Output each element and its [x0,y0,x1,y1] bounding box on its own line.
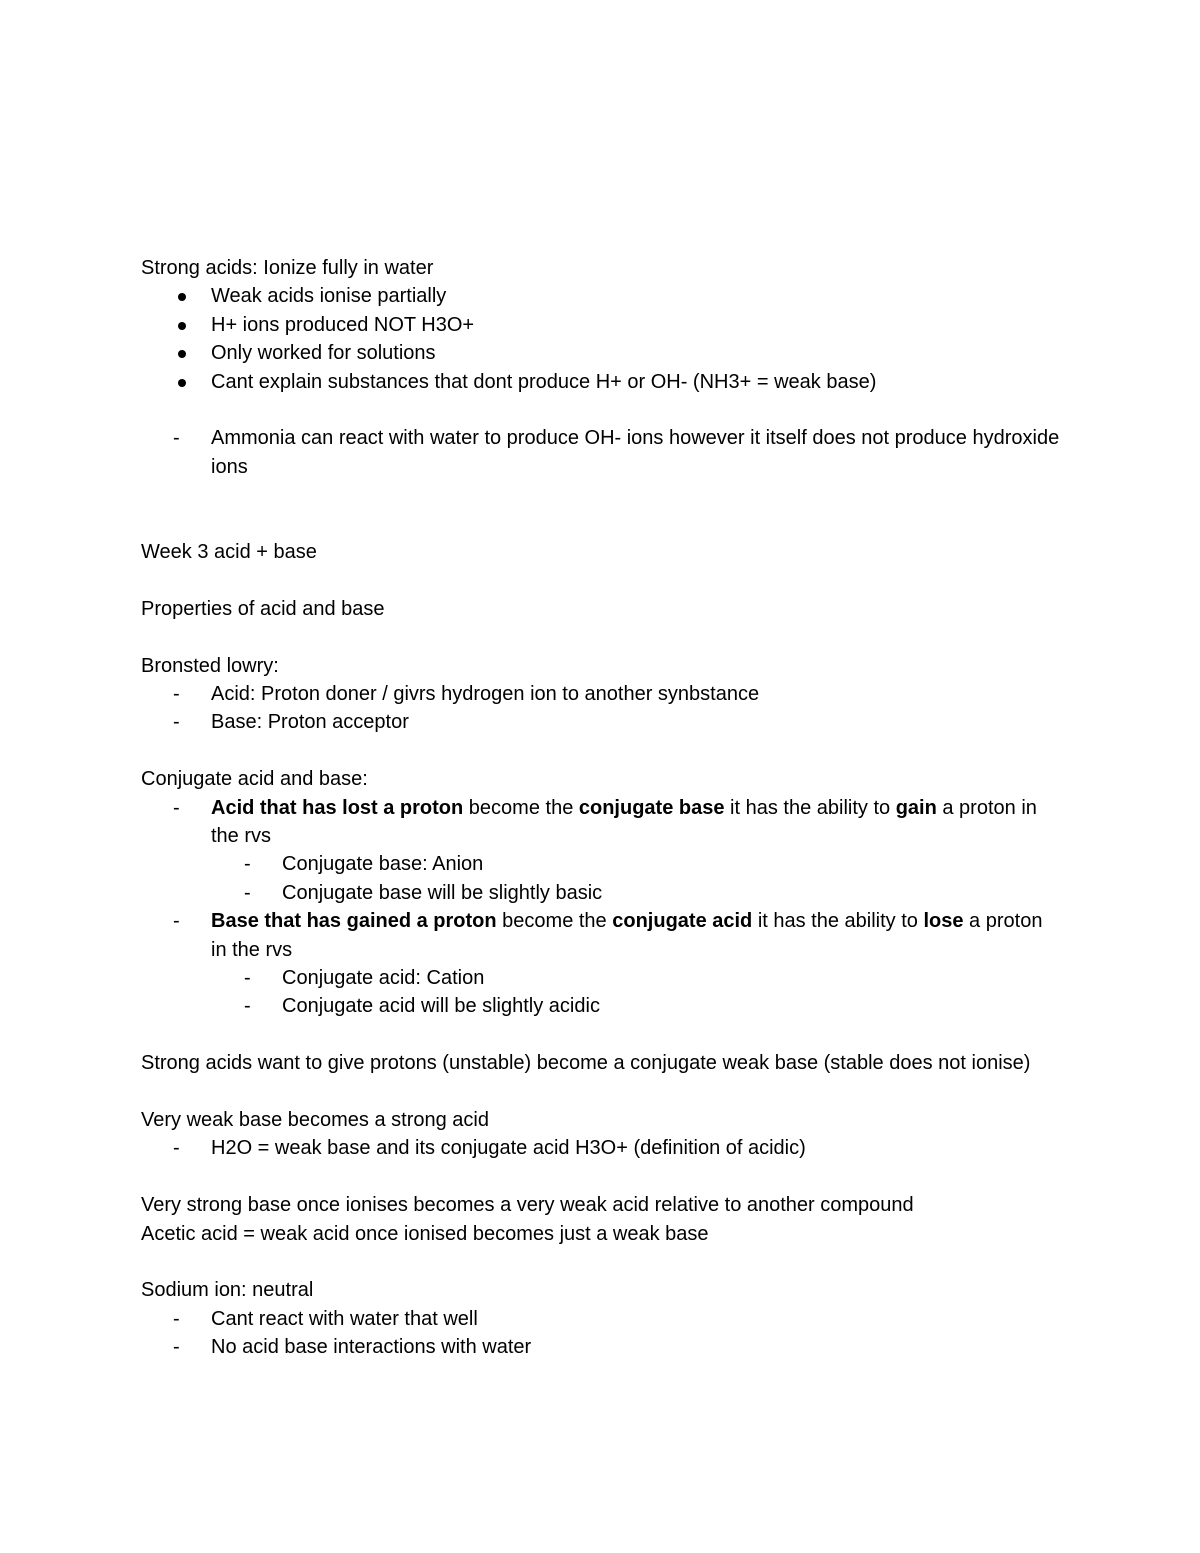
dash-item: - H2O = weak base and its conjugate acid H3O+ (definition of acidic) [141,1134,1061,1162]
spacer [141,1078,1061,1106]
dash-marker: - [173,683,180,706]
sub-dash-item: - Conjugate acid will be slightly acidic [141,992,1061,1020]
dash-marker: - [173,910,180,933]
heading-sodium-ion: Sodium ion: neutral [141,1279,314,1302]
paragraph-acetic-acid: Acetic acid = weak acid once ionised becomes just a weak base [141,1222,709,1245]
spacer [141,396,1061,424]
dash-marker: - [244,853,251,876]
dash-marker: - [173,1307,180,1330]
paragraph-very-strong-base: Very strong base once ionises becomes a very weak acid relative to another compound [141,1194,914,1217]
bullet-dot-icon [178,379,186,387]
paragraph-strong-acids: Strong acids want to give protons (unstable) become a conjugate weak base (stable does not ionise) [141,1052,1031,1075]
heading-conjugate: Conjugate acid and base: [141,768,368,791]
heading-bronsted-lowry: Bronsted lowry: [141,654,279,677]
spacer [141,1021,1061,1049]
spacer [141,566,1061,594]
heading-properties: Properties of acid and base [141,597,385,620]
dash-marker: - [173,796,180,819]
bullet-item: Cant explain substances that dont produce H+ or OH- (NH3+ = weak base) [141,368,1061,396]
dash-item-ammonia: - Ammonia can react with water to produce OH- ions however it itself does not produce hydroxide ions [141,424,1061,481]
dash-marker: - [173,427,180,450]
bullet-dot-icon [178,293,186,301]
bullet-item: Only worked for solutions [141,339,1061,367]
dash-item: - Cant react with water that well [141,1305,1061,1333]
spacer [141,737,1061,765]
sub-dash-item: - Conjugate base: Anion [141,850,1061,878]
bullet-dot-icon [178,350,186,358]
dash-item-conjugate-acid: - Base that has gained a proton become the conjugate acid it has the ability to lose a proton in the rvs [141,907,1061,964]
sub-dash-item: - Conjugate acid: Cation [141,964,1061,992]
dash-marker: - [173,711,180,734]
dash-marker: - [173,1137,180,1160]
spacer [141,481,1061,538]
bullet-dot-icon [178,322,186,330]
document-body [141,254,1061,1362]
dash-item-conjugate-base: - Acid that has lost a proton become the conjugate base it has the ability to gain a proton in the rvs [141,794,1061,851]
bullet-item: H+ ions produced NOT H3O+ [141,311,1061,339]
dash-item: - No acid base interactions with water [141,1333,1061,1361]
dash-marker: - [244,967,251,990]
dash-item: - Acid: Proton doner / givrs hydrogen ion to another synbstance [141,680,1061,708]
heading-strong-acids: Strong acids: Ionize fully in water [141,257,434,279]
bullet-item: Weak acids ionise partially [141,282,1061,310]
spacer [141,1248,1061,1276]
heading-week-3: Week 3 acid + base [141,541,317,564]
spacer [141,623,1061,651]
dash-marker: - [173,1336,180,1359]
paragraph-very-weak-base: Very weak base becomes a strong acid [141,1109,489,1132]
dash-marker: - [244,995,251,1018]
dash-item: - Base: Proton acceptor [141,708,1061,736]
spacer [141,1163,1061,1191]
dash-marker: - [244,881,251,904]
sub-dash-item: - Conjugate base will be slightly basic [141,879,1061,907]
